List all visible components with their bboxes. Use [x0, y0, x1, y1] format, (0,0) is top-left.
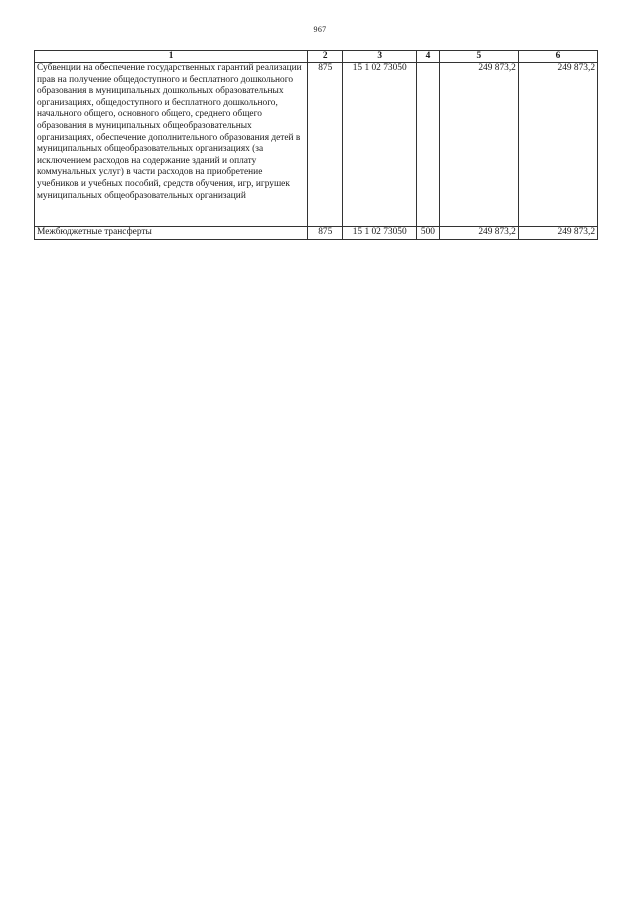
page-number: 967: [313, 25, 327, 34]
column-header-1: 1: [35, 51, 308, 63]
row-col3: 15 1 02 73050: [343, 227, 417, 240]
row-col2: 875: [308, 63, 343, 227]
row-col4: [417, 63, 440, 227]
row-name: Субвенции на обеспечение государственных гарантий реализации прав на получение общедоступного и бесплатного дошкольного образования в муниципальных дошкольных образовательных организациях, общедоступного и бесплатного дошкольного, начального общего, основного общего, среднего общего образования в муниципальных общеобразовательных организациях, обеспечение дополнительного образования детей в муниципальных общеобразовательных организациях (за исключением расходов на содержание зданий и оплату коммунальных услуг) в части расходов на приобретение учебников и учебных пособий, средств обучения, игр, игрушек муниципальных общеобразовательных организаций: [35, 63, 308, 227]
column-header-4: 4: [417, 51, 440, 63]
budget-table: [34, 50, 598, 240]
row-name: Межбюджетные трансферты: [35, 227, 308, 240]
row-col5: 249 873,2: [439, 63, 518, 227]
column-header-3: 3: [343, 51, 417, 63]
row-col5: 249 873,2: [439, 227, 518, 240]
column-header-6: 6: [518, 51, 597, 63]
table-row: [35, 227, 598, 240]
row-col6: 249 873,2: [518, 63, 597, 227]
table-row: [35, 63, 598, 227]
row-col4: 500: [417, 227, 440, 240]
row-col2: 875: [308, 227, 343, 240]
column-header-2: 2: [308, 51, 343, 63]
row-col6: 249 873,2: [518, 227, 597, 240]
column-header-5: 5: [439, 51, 518, 63]
row-col3: 15 1 02 73050: [343, 63, 417, 227]
table-header-row: [35, 51, 598, 63]
